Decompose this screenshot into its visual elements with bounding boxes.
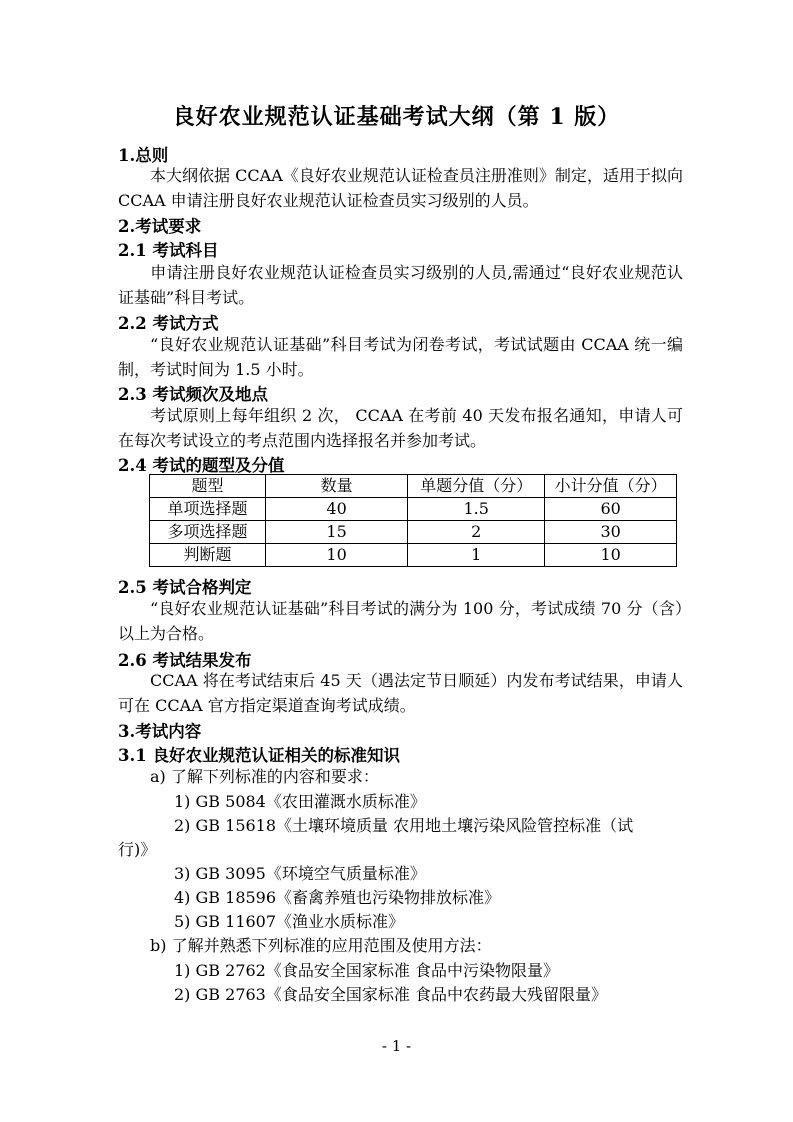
document-title: 良好农业规范认证基础考试大纲（第 1 版）: [172, 104, 621, 130]
list-item: 4) GB 18596《畜禽养殖也污染物排放标准》: [174, 888, 501, 907]
table-cell: 15: [265, 521, 407, 544]
list-item: 1) GB 5084《农田灌溉水质标准》: [174, 792, 426, 811]
table-row: [150, 498, 677, 521]
table-cell: 多项选择题: [150, 521, 266, 544]
table-cell: 10: [545, 544, 677, 567]
section-2-6-heading: 2.6 考试结果发布: [118, 651, 252, 670]
section-2-heading: 2.考试要求: [118, 217, 202, 236]
table-cell: 判断题: [150, 544, 266, 567]
section-1-text: 本大纲依据 CCAA《良好农业规范认证检查员注册准则》制定，适用于拟向 CCAA 申请注册良好农业规范认证检查员实习级别的人员。: [118, 166, 683, 210]
score-table: [149, 474, 677, 567]
list-item-continuation: 行)》: [118, 840, 157, 859]
section-3-heading: 3.考试内容: [118, 722, 202, 741]
section-2-4-heading: 2.4 考试的题型及分值: [118, 456, 285, 475]
section-2-6-text: CCAA 将在考试结束后 45 天（遇法定节日顺延）内发布考试结果，申请人可在 CCAA 官方指定渠道查询考试成绩。: [118, 671, 683, 715]
list-item: 2) GB 15618《土壤环境质量 农用地土壤污染风险管控标准（试: [174, 816, 634, 835]
section-2-1-heading: 2.1 考试科目: [118, 241, 219, 260]
list-a-label: a) 了解下列标准的内容和要求：: [150, 767, 379, 786]
section-1-heading: 1.总则: [118, 146, 169, 165]
list-item: 5) GB 11607《渔业水质标准》: [174, 912, 405, 931]
table-cell: 单项选择题: [150, 498, 266, 521]
table-cell: 60: [545, 498, 677, 521]
list-item: 3) GB 3095《环境空气质量标准》: [174, 864, 426, 883]
section-2-3-heading: 2.3 考试频次及地点: [118, 385, 268, 404]
section-2-5-heading: 2.5 考试合格判定: [118, 578, 252, 597]
page-number: - 1 -: [381, 1037, 412, 1055]
section-2-2-heading: 2.2 考试方式: [118, 314, 219, 333]
table-header-cell: 数量: [265, 475, 407, 498]
score-table-header-row: [150, 475, 677, 498]
table-header-cell: 单题分值（分）: [408, 475, 545, 498]
table-cell: 1.5: [408, 498, 545, 521]
section-2-1-text: 申请注册良好农业规范认证检查员实习级别的人员,需通过“良好农业规范认证基础”科目考试。: [118, 263, 683, 307]
section-2-2-text: “良好农业规范认证基础”科目考试为闭卷考试，考试试题由 CCAA 统一编制，考试时间为 1.5 小时。: [118, 335, 683, 379]
list-item: 1) GB 2762《食品安全国家标准 食品中污染物限量》: [174, 961, 559, 980]
table-cell: 30: [545, 521, 677, 544]
section-3-1-heading: 3.1 良好农业规范认证相关的标准知识: [118, 746, 400, 765]
table-cell: 40: [265, 498, 407, 521]
list-b-label: b) 了解并熟悉下列标准的应用范围及使用方法：: [150, 936, 492, 955]
table-header-cell: 题型: [150, 475, 266, 498]
section-2-3-text: 考试原则上每年组织 2 次， CCAA 在考前 40 天发布报名通知，申请人可在每次考试设立的考点范围内选择报名并参加考试。: [118, 406, 683, 450]
table-cell: 10: [265, 544, 407, 567]
table-cell: 2: [408, 521, 545, 544]
table-cell: 1: [408, 544, 545, 567]
table-row: [150, 521, 677, 544]
list-item: 2) GB 2763《食品安全国家标准 食品中农药最大残留限量》: [174, 985, 607, 1004]
table-header-cell: 小计分值（分）: [545, 475, 677, 498]
section-2-5-text: “良好农业规范认证基础”科目考试的满分为 100 分，考试成绩 70 分（含）以上为合格。: [118, 599, 683, 643]
table-row: [150, 544, 677, 567]
